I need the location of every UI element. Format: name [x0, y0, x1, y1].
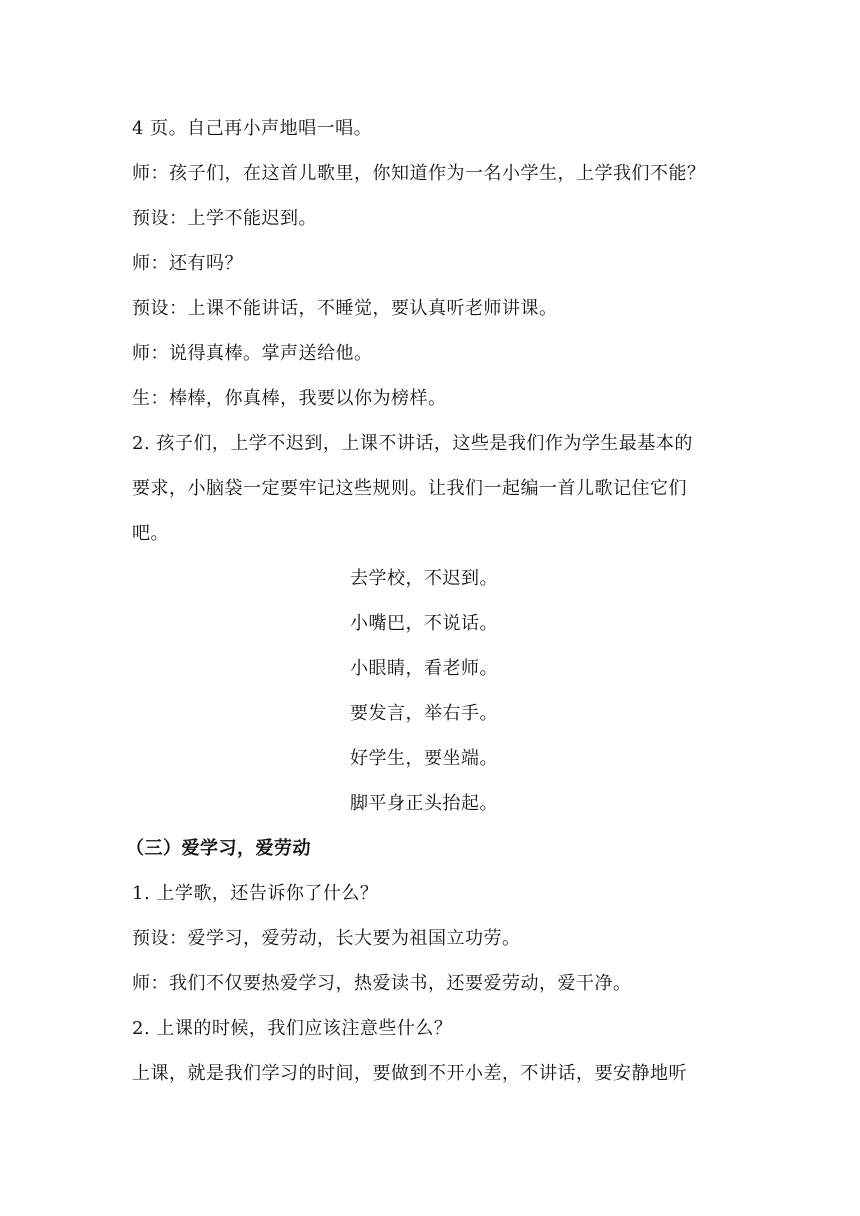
section-line-4: 2. 上课的时候，我们应该注意些什么？: [132, 1018, 453, 1039]
poem-line-5: 好学生，要坐端。: [350, 748, 498, 769]
text-line-4: 师：还有吗？: [132, 253, 243, 274]
section-heading: （三）爱学习，爱劳动: [126, 838, 311, 859]
poem-line-3: 小眼睛，看老师。: [350, 658, 498, 679]
section-line-3: 师：我们不仅要热爱学习，热爱读书，还要爱劳动，爱干净。: [132, 973, 632, 994]
poem-line-4: 要发言，举右手。: [350, 703, 498, 724]
section-line-2: 预设：爱学习，爱劳动，长大要为祖国立功劳。: [132, 928, 521, 949]
text-line-8: 2. 孩子们，上学不迟到，上课不讲话，这些是我们作为学生最基本的: [132, 433, 693, 454]
text-line-2: 师：孩子们，在这首儿歌里，你知道作为一名小学生，上学我们不能？: [132, 163, 706, 184]
text-line-1: 4 页。自己再小声地唱一唱。: [132, 118, 373, 139]
text-line-3: 预设：上学不能迟到。: [132, 208, 317, 229]
text-line-5: 预设：上课不能讲话，不睡觉，要认真听老师讲课。: [132, 298, 558, 319]
section-line-5: 上课，就是我们学习的时间，要做到不开小差，不讲话，要安静地听: [132, 1063, 687, 1084]
text-line-9: 要求，小脑袋一定要牢记这些规则。让我们一起编一首儿歌记住它们: [132, 478, 687, 499]
text-line-6: 师：说得真棒。掌声送给他。: [132, 343, 373, 364]
text-line-7: 生：棒棒，你真棒，我要以你为榜样。: [132, 388, 447, 409]
poem-line-2: 小嘴巴，不说话。: [350, 613, 498, 634]
poem-line-6: 脚平身正头抬起。: [350, 793, 498, 814]
poem-line-1: 去学校，不迟到。: [350, 568, 498, 589]
section-line-1: 1. 上学歌，还告诉你了什么？: [132, 883, 379, 904]
text-line-10: 吧。: [132, 523, 169, 544]
